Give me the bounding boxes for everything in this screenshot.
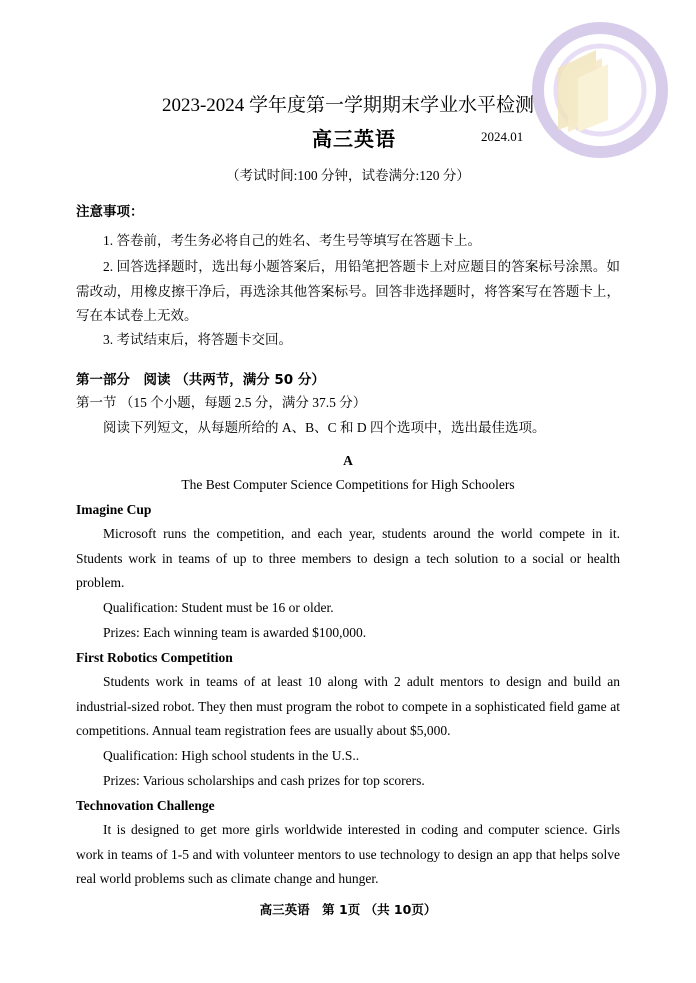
note-item: 2. 回答选择题时，选出每小题答案后，用铅笔把答题卡上对应题目的答案标号涂黑。如需改动，用橡皮擦干净后，再选涂其他答案标号。回答非选择题时，将答案写在答题卡上，写在本试卷上无效。 bbox=[76, 259, 620, 324]
exam-date: 2024.01 bbox=[481, 129, 524, 144]
section1-heading: 第一节 （15 个小题，每题 2.5 分，满分 37.5 分） bbox=[76, 395, 367, 410]
note-item: 1. 答卷前，考生务必将自己的姓名、考生号等填写在答题卡上。 bbox=[103, 233, 481, 248]
competition-name: Technovation Challenge bbox=[76, 798, 215, 813]
part1-heading: 第一部分 阅读 （共两节，满分 50 分） bbox=[76, 372, 325, 388]
competition-description: Microsoft runs the competition, and each year, students around the world compete in it. Students work in teams of up to three members to design a tech solution to a social or health problem. bbox=[76, 526, 620, 591]
note-item: 3. 考试结束后，将答题卡交回。 bbox=[103, 332, 292, 347]
competition-name: Imagine Cup bbox=[76, 502, 152, 517]
passage-letter: A bbox=[343, 453, 353, 468]
notes-heading: 注意事项： bbox=[76, 204, 144, 220]
competition-name: First Robotics Competition bbox=[76, 650, 233, 665]
page-footer: 高三英语 第 1页 （共 10页） bbox=[259, 902, 437, 917]
competition-prizes: Prizes: Each winning team is awarded $100,000. bbox=[103, 625, 367, 640]
exam-time-info: （考试时间:100 分钟，试卷满分:120 分） bbox=[226, 168, 470, 183]
reading-instruction: 阅读下列短文，从每题所给的 A、B、C 和 D 四个选项中，选出最佳选项。 bbox=[103, 420, 546, 435]
competition-qualification: Qualification: High school students in the U.S.. bbox=[103, 748, 360, 763]
competition-description: It is designed to get more girls worldwide interested in coding and computer science. Girls work in teams of 1-5 and with volunteer mentors to use technology to design an app that helps solve real world problems such as climate change and hunger. bbox=[76, 822, 620, 887]
competition-qualification: Qualification: Student must be 16 or older. bbox=[103, 600, 334, 615]
school-logo-watermark bbox=[518, 18, 668, 160]
competition-prizes: Prizes: Various scholarships and cash prizes for top scorers. bbox=[103, 773, 425, 788]
competition-description: Students work in teams of at least 10 along with 2 adult mentors to design and build an industrial-sized robot. They then must program the robot to compete in a sophisticated field game at competitions. Annual team registration fees are usually about $5,000. bbox=[76, 674, 620, 739]
exam-title: 2023-2024 学年度第一学期期末学业水平检测 bbox=[161, 95, 535, 116]
passage-title: The Best Computer Science Competitions for High Schoolers bbox=[181, 477, 515, 492]
subject-title: 高三英语 bbox=[312, 127, 396, 151]
